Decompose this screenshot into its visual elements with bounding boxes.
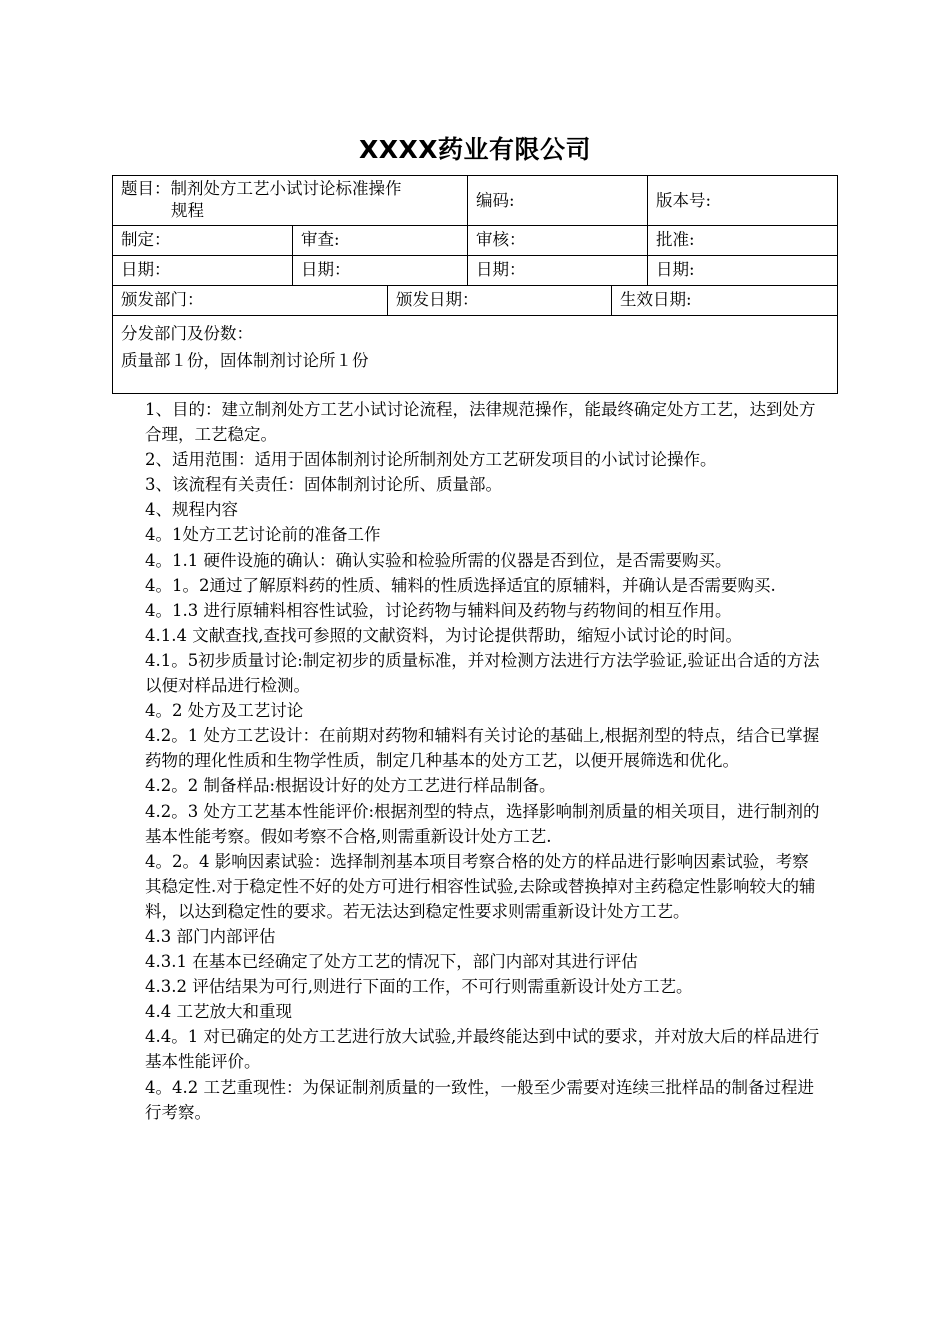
paragraph-item: 4.2。3 处方工艺基本性能评价:根据剂型的特点，选择影响制剂质量的相关项目，进行制剂的基本性能考察。假如考察不合格,则需重新设计处方工艺. <box>145 801 820 846</box>
effective-date-label: 生效日期: <box>620 290 692 309</box>
date-label: 日期： <box>476 260 526 279</box>
paragraph-item: 4.1。5初步质量讨论:制定初步的质量标准，并对检测方法进行方法学验证,验证出合适的方法以便对样品进行检测。 <box>145 650 820 696</box>
issue-dept-label: 颁发部门： <box>121 290 204 309</box>
paragraph-purpose: 1、目的：建立制剂处方工艺小试讨论流程，法律规范操作，能最终确定处方工艺，达到处方合理，工艺稳定。 <box>145 400 816 445</box>
paragraph-subsection-heading: 4。1处方工艺讨论前的准备工作 <box>145 525 381 545</box>
date-label: 日期： <box>301 260 351 279</box>
paragraph-item: 4。1。2通过了解原料药的性质、辅料的性质选择适宜的原辅料，并确认是否需要购买. <box>145 575 776 595</box>
version-label: 版本号: <box>656 190 712 210</box>
version-cell <box>648 176 839 225</box>
code-cell <box>468 176 648 225</box>
header-row-issue <box>113 286 837 316</box>
paragraph-item: 4.4。1 对已确定的处方工艺进行放大试验,并最终能达到中试的要求，并对放大后的样品进行基本性能评价。 <box>145 1027 820 1072</box>
date-cell-1 <box>113 256 293 285</box>
issue-dept-cell <box>113 286 388 315</box>
reviewed-cell <box>293 226 468 255</box>
date-cell-2 <box>293 256 468 285</box>
paragraph-subsection-heading: 4.3 部门内部评估 <box>145 926 276 946</box>
paragraph-item: 4。2。4 影响因素试验：选择制剂基本项目考察合格的处方的样品进行影响因素试验，考察其稳定性.对于稳定性不好的处方可进行相容性试验,去除或替换掉对主药稳定性影响较大的辅料，以达到稳定性的要求。若无法达到稳定性要求则需重新设计处方工艺。 <box>145 851 816 921</box>
distribution-value: 质量部１份，固体制剂讨论所１份 <box>121 351 369 370</box>
title-line-1: 题目：制剂处方工艺小试讨论标准操作 <box>121 179 402 198</box>
audited-label: 审核： <box>476 230 526 249</box>
prepared-label: 制定： <box>121 230 171 249</box>
date-cell-4 <box>648 256 839 285</box>
date-label: 日期: <box>656 260 695 279</box>
title-cell <box>113 176 468 225</box>
distribution-cell <box>113 316 837 374</box>
title-line-2: 规程 <box>171 201 204 220</box>
company-title: XXXX药业有限公司 <box>358 135 592 164</box>
prepared-cell <box>113 226 293 255</box>
code-label: 编码: <box>476 190 515 210</box>
paragraph-item: 4.3.2 评估结果为可行,则进行下面的工作，不可行则需重新设计处方工艺。 <box>145 977 693 997</box>
date-label: 日期： <box>121 260 171 279</box>
header-row-signoff <box>113 226 837 256</box>
distribution-label: 分发部门及份数： <box>121 324 253 343</box>
header-row-dates <box>113 256 837 286</box>
paragraph-item: 4。1.3 进行原辅料相容性试验，讨论药物与辅料间及药物与药物间的相互作用。 <box>145 600 732 620</box>
audited-cell <box>468 226 648 255</box>
approved-label: 批准: <box>656 230 695 249</box>
effective-date-cell <box>612 286 839 315</box>
paragraph-item: 4.3.1 在基本已经确定了处方工艺的情况下，部门内部对其进行评估 <box>145 952 638 972</box>
approved-cell <box>648 226 839 255</box>
paragraph-item: 4.1.4 文献查找,查找可参照的文献资料，为讨论提供帮助，缩短小试讨论的时间。 <box>145 625 742 645</box>
issue-date-label: 颁发日期： <box>396 290 479 309</box>
paragraph-section-heading: 4、规程内容 <box>145 500 238 520</box>
paragraph-item: 4。4.2 工艺重现性：为保证制剂质量的一致性，一般至少需要对连续三批样品的制备过程进行考察。 <box>145 1077 814 1122</box>
paragraph-item: 4.2。1 处方工艺设计：在前期对药物和辅料有关讨论的基础上,根据剂型的特点，结合已掌握药物的理化性质和生物学性质，制定几种基本的处方工艺，以便开展筛选和优化。 <box>145 726 820 771</box>
reviewed-label: 审查: <box>301 230 340 249</box>
date-cell-3 <box>468 256 648 285</box>
paragraph-responsibility: 3、该流程有关责任：固体制剂讨论所、质量部。 <box>145 475 502 495</box>
procedure-body <box>145 397 825 1125</box>
document-header-table <box>112 175 838 394</box>
paragraph-item: 4。1.1 硬件设施的确认：确认实验和检验所需的仪器是否到位，是否需要购买。 <box>145 550 732 570</box>
paragraph-subsection-heading: 4。2 处方及工艺讨论 <box>145 701 304 721</box>
paragraph-item: 4.2。2 制备样品:根据设计好的处方工艺进行样品制备。 <box>145 776 556 796</box>
header-row-distribution <box>113 316 837 395</box>
issue-date-cell <box>388 286 612 315</box>
paragraph-subsection-heading: 4.4 工艺放大和重现 <box>145 1002 292 1022</box>
paragraph-scope: 2、适用范围：适用于固体制剂讨论所制剂处方工艺研发项目的小试讨论操作。 <box>145 450 717 470</box>
header-row-title <box>113 176 837 226</box>
